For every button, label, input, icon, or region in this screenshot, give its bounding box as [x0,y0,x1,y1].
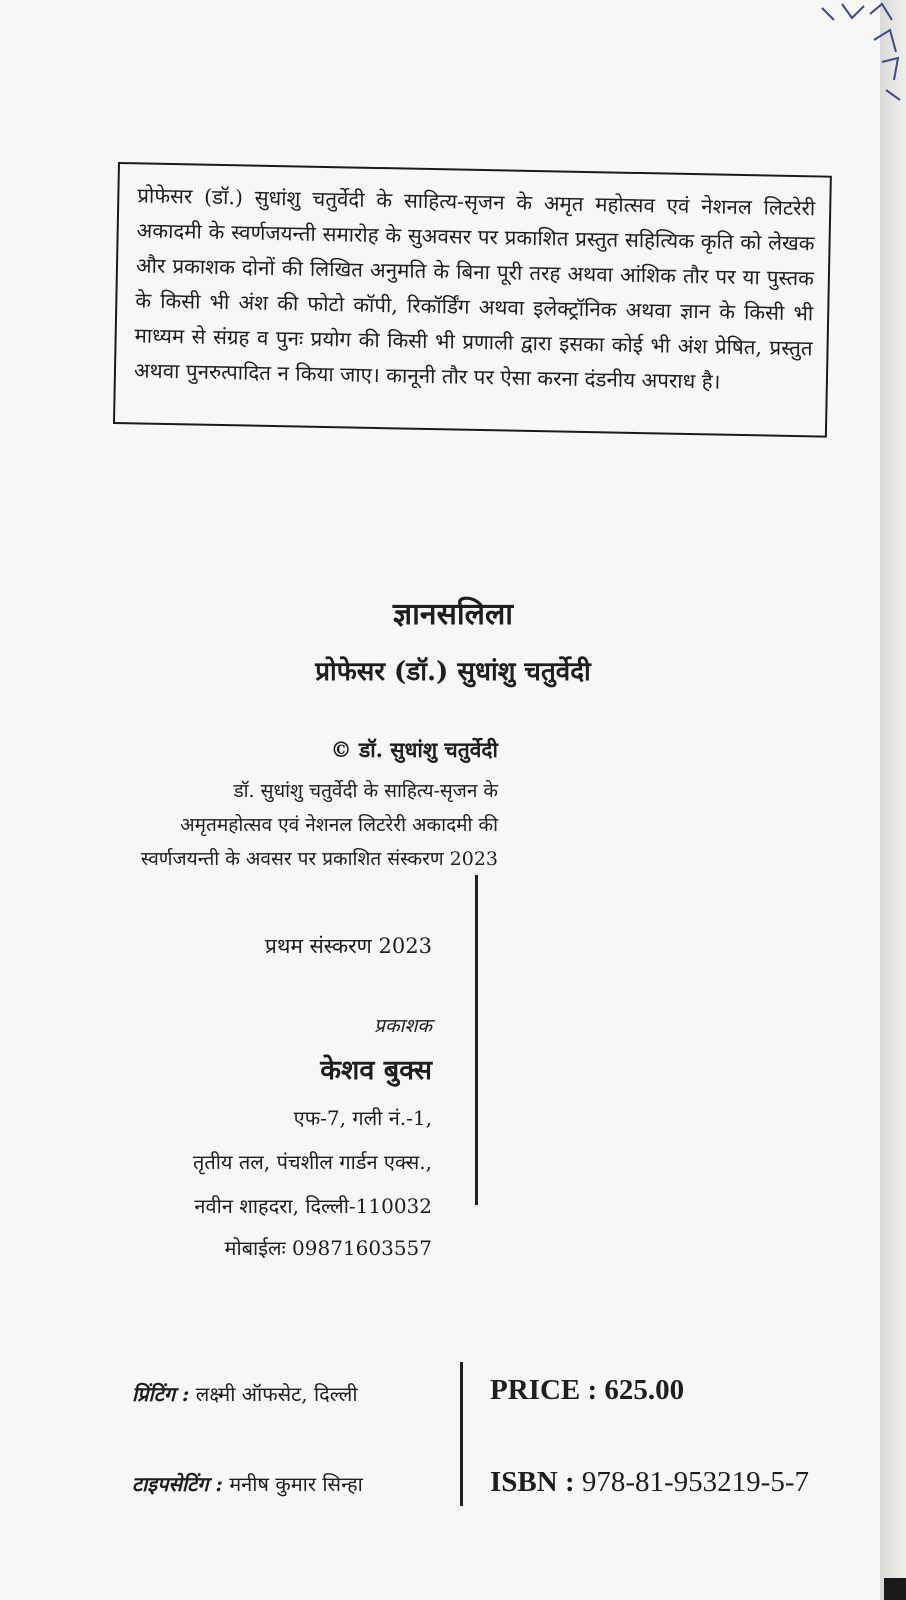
typesetting-value: मनीष कुमार सिन्हा [229,1472,363,1496]
publisher-mobile: मोबाईलः 09871603557 [224,1236,432,1260]
edition-note-line-1: डॉ. सुधांशु चतुर्वेदी के साहित्य-सृजन के [233,780,498,802]
copyright-line: © डॉ. सुधांशु चतुर्वेदी [330,737,498,762]
isbn [490,1466,809,1499]
isbn-label: ISBN : [490,1466,575,1498]
first-edition: प्रथम संस्करण 2023 [265,934,432,958]
price: PRICE : 625.00 [490,1374,685,1406]
divider-line [475,875,478,1205]
printing-label: प्रिंटिंग : [132,1382,190,1406]
publisher-name: केशव बुक्स [320,1055,432,1086]
copyright-notice-box [113,162,832,438]
printing-info [132,1380,358,1407]
printing-value: लक्ष्मी ऑफसेट, दिल्ली [195,1382,358,1406]
isbn-value: 978-81-953219-5-7 [581,1466,809,1498]
publisher-address-line-3: नवीन शाहदरा, दिल्ली-110032 [194,1194,432,1218]
publisher-address-line-1: एफ-7, गली नं.-1, [293,1106,432,1130]
typesetting-info [132,1470,363,1497]
publisher-label: प्रकाशक [374,1015,432,1037]
handwritten-scribble [812,0,902,110]
page-edge [880,0,906,1600]
price-divider-line [460,1362,463,1506]
typesetting-label: टाइपसेटिंग : [132,1472,223,1496]
corner-mark [884,1578,906,1600]
edition-note-line-2: अमृतमहोत्सव एवं नेशनल लिटरेरी अकादमी की [180,814,498,836]
book-author: प्रोफेसर (डॉ.) सुधांशु चतुर्वेदी [315,657,591,687]
edition-note-line-3: स्वर्णजयन्ती के अवसर पर प्रकाशित संस्करण 2023 [140,848,498,870]
book-title: ज्ञानसलिला [392,597,514,632]
publisher-address-line-2: तृतीय तल, पंचशील गार्डन एक्स., [192,1150,432,1174]
copyright-notice-text: प्रोफेसर (डॉ.) सुधांशु चतुर्वेदी के साहित्य-सृजन के अमृत महोत्सव एवं नेशनल लिटरेरी अकादमी के स्वर्णजयन्ती समारोह के सुअवसर पर प्रकाशित प्रस्तुत सहित्यिक कृति को लेखक और प्रकाशक दोनों की लिखित अनुमति के बिना पूरी तरह अथवा आंशिक तौर पर या पुस्तक के किसी भी अंश की फोटो कॉपी, रिकॉर्डिंग अथवा इलेक्ट्रॉनिक अथवा ज्ञान के किसी भी माध्यम से संग्रह व पुनः प्रयोग की किसी भी प्रणाली द्वारा इसका कोई भी अंश प्रेषित, प्रस्तुत अथवा पुनरुत्पादित न किया जाए। कानूनी तौर पर ऐसा करना दंडनीय अपराध है। [133,183,816,394]
